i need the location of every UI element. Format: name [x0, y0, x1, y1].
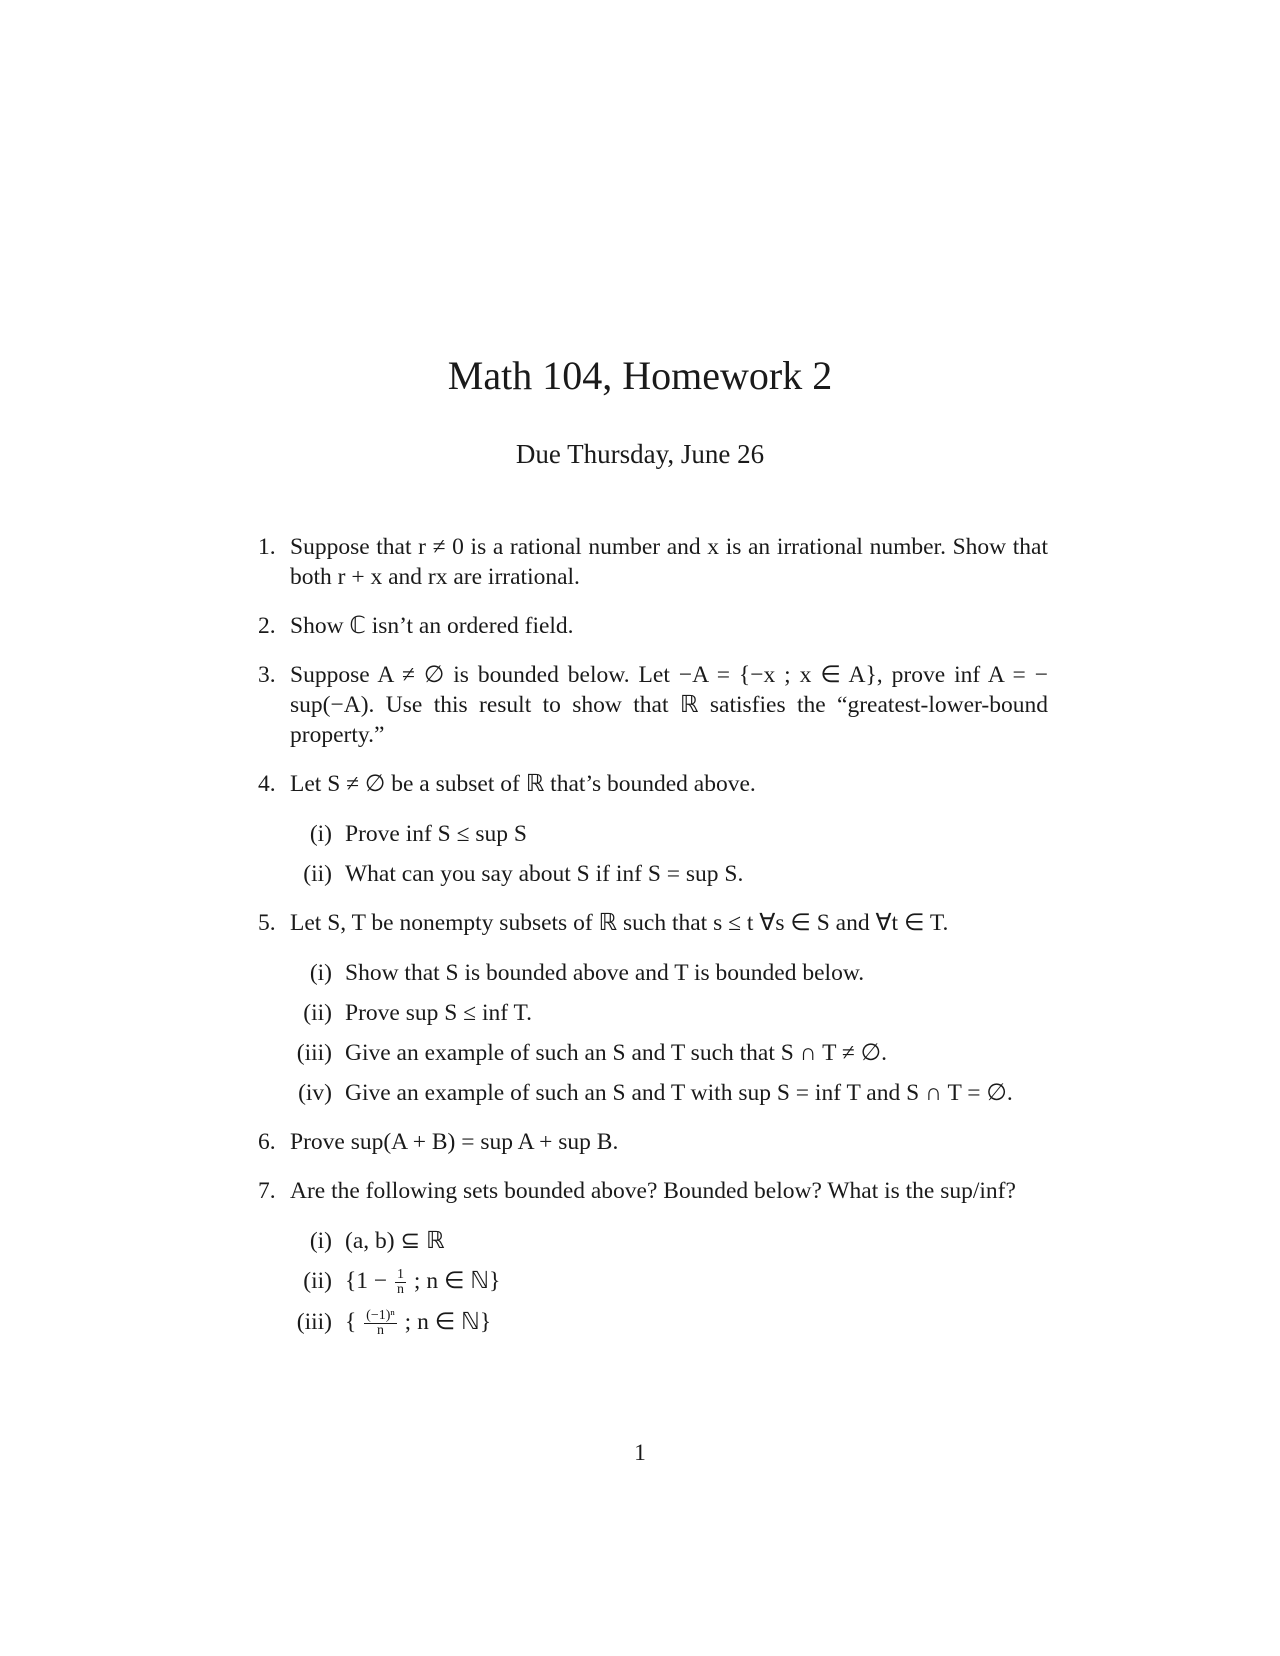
- subproblem: [290, 958, 1048, 988]
- problem-2: [258, 611, 1048, 641]
- subproblem-number: (ii): [303, 1268, 332, 1294]
- subproblem-number: (i): [309, 1228, 332, 1254]
- subproblem-text: Prove sup S ≤ inf T.: [345, 1000, 532, 1026]
- due-date: Due Thursday, June 26: [515, 439, 765, 469]
- subproblem-text: Give an example of such an S and T such that S ∩ T ≠ ∅.: [345, 1040, 888, 1066]
- subproblem: [290, 1038, 1048, 1068]
- problem-number: 7.: [258, 1178, 276, 1204]
- subproblem-number: (i): [309, 960, 332, 986]
- fraction: [395, 1268, 406, 1297]
- problem-text: Let S, T be nonempty subsets of ℝ such that s ≤ t ∀s ∈ S and ∀t ∈ T.: [290, 910, 949, 936]
- subproblem-number: (i): [309, 821, 332, 847]
- problem-1: [258, 532, 1048, 592]
- subproblem-number: (ii): [303, 861, 332, 887]
- page-number: 1: [634, 1440, 646, 1466]
- set-close: ; n ∈ ℕ}: [404, 1309, 492, 1336]
- fraction-numerator: (−1)ⁿ: [366, 1308, 395, 1324]
- problem-number: 1.: [258, 534, 276, 560]
- problem-number: 5.: [258, 910, 276, 936]
- problem-7: [258, 1176, 1048, 1338]
- problem-3: [258, 660, 1048, 750]
- problem-list: [258, 532, 1048, 1357]
- problem-4: [258, 769, 1048, 889]
- problem-text: Suppose A ≠ ∅ is bounded below. Let −A = {−x ; x ∈ A}, prove inf A = − sup(−A). Use this result to show that ℝ satisfies the “greatest-lower-bound property.”: [290, 662, 1048, 748]
- problem-5: [258, 908, 1048, 1108]
- subproblem-number: (ii): [303, 1000, 332, 1026]
- page-title: Math 104, Homework 2: [447, 353, 833, 398]
- problem-number: 2.: [258, 613, 276, 639]
- subproblem-list: [290, 1226, 1048, 1338]
- set-close: ; n ∈ ℕ}: [413, 1268, 501, 1294]
- fraction: [364, 1309, 397, 1338]
- subproblem: [290, 1266, 1048, 1297]
- problem-text: Let S ≠ ∅ be a subset of ℝ that’s bounded above.: [290, 771, 756, 797]
- problem-text: Are the following sets bounded above? Bounded below? What is the sup/inf?: [290, 1178, 1016, 1204]
- fraction-numerator: 1: [397, 1267, 405, 1283]
- fraction-denominator: n: [376, 1323, 384, 1339]
- subproblem: [290, 998, 1048, 1028]
- subproblem-list: [290, 958, 1048, 1108]
- subproblem: [290, 1307, 1048, 1338]
- subproblem-text: Prove inf S ≤ sup S: [345, 821, 527, 847]
- fraction-denominator: n: [397, 1282, 405, 1298]
- problem-6: [258, 1127, 1048, 1157]
- subproblem: [290, 1226, 1048, 1256]
- subproblem: [290, 1078, 1048, 1108]
- subproblem-number: (iii): [296, 1040, 332, 1066]
- set-open: {: [345, 1309, 357, 1336]
- problem-text: Show ℂ isn’t an ordered field.: [290, 613, 574, 639]
- problem-number: 3.: [258, 662, 276, 688]
- subproblem-number: (iii): [296, 1309, 332, 1336]
- set-open: {1 −: [345, 1268, 388, 1294]
- problem-text: Suppose that r ≠ 0 is a rational number and x is an irrational number. Show that both r + x and rx are irrational.: [290, 534, 1048, 590]
- subproblem: [290, 819, 1048, 849]
- subproblem-text: Give an example of such an S and T with sup S = inf T and S ∩ T = ∅.: [345, 1080, 1013, 1106]
- subproblem: [290, 859, 1048, 889]
- subproblem-list: [290, 819, 1048, 889]
- subproblem-text: Show that S is bounded above and T is bounded below.: [345, 960, 865, 986]
- subproblem-text: What can you say about S if inf S = sup S.: [345, 861, 744, 887]
- problem-number: 6.: [258, 1129, 276, 1155]
- problem-text: Prove sup(A + B) = sup A + sup B.: [290, 1129, 619, 1155]
- problem-number: 4.: [258, 771, 276, 797]
- subproblem-text: (a, b) ⊆ ℝ: [345, 1228, 445, 1254]
- subproblem-number: (iv): [298, 1080, 332, 1106]
